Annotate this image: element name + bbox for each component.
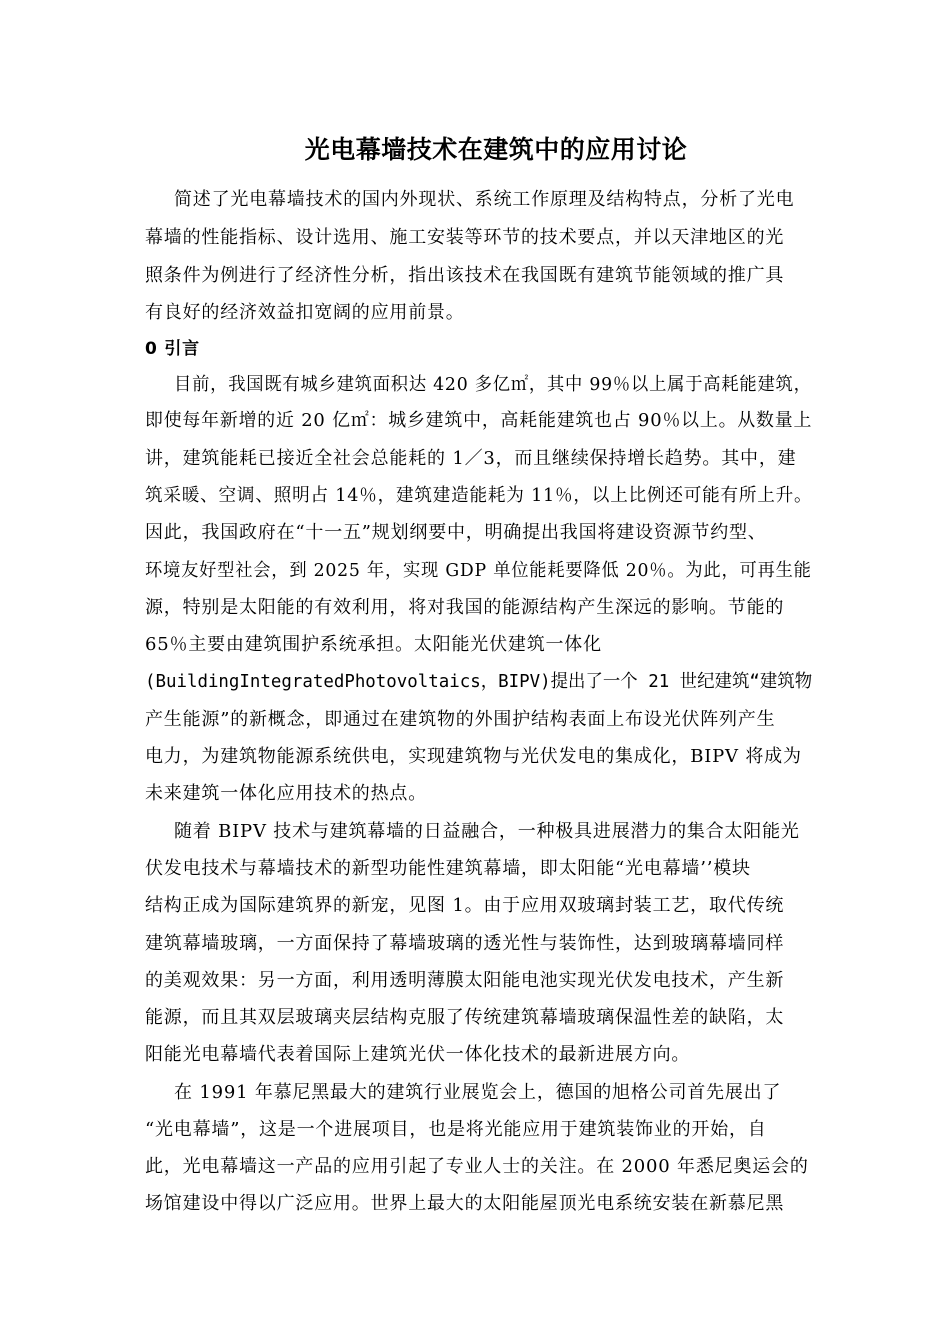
paragraph-line: 随着 BIPV 技术与建筑幕墙的日益融合，一种极具进展潜力的集合太阳能光 (174, 821, 800, 842)
paragraph-line: (BuildingIntegratedPhotovoltaics，BIPV)提出了一个 21 世纪建筑“建筑物 (145, 671, 813, 692)
paragraph-line: 电力，为建筑物能源系统供电，实现建筑物与光伏发电的集成化，BIPV 将成为 (145, 746, 802, 767)
paragraph-line: 因此，我国政府在“十一五”规划纲要中，明确提出我国将建设资源节约型、 (145, 522, 767, 543)
paragraph-line: 伏发电技术与幕墙技术的新型功能性建筑幕墙，即太阳能“光电幕墙’’模块 (145, 858, 751, 879)
paragraph-line: 结构正成为国际建筑界的新宠，见图 1。由于应用双玻璃封装工艺，取代传统 (145, 895, 785, 916)
paragraph-line: 能源，而且其双层玻璃夹层结构克服了传统建筑幕墙玻璃保温性差的缺陷，太 (145, 1007, 785, 1028)
paragraph-line: 阳能光电幕墙代表着国际上建筑光伏一体化技术的最新进展方向。 (145, 1044, 691, 1065)
paragraph-line: 未来建筑一体化应用技术的热点。 (145, 783, 427, 804)
paragraph-line: 的美观效果：另一方面，利用透明薄膜太阳能电池实现光伏发电技术，产生新 (145, 970, 785, 991)
paragraph-line: 场馆建设中得以广泛应用。世界上最大的太阳能屋顶光电系统安装在新慕尼黑 (145, 1193, 785, 1214)
paragraph-line: 讲，建筑能耗已接近全社会总能耗的 1／3，而且继续保持增长趋势。其中，建 (145, 448, 797, 469)
paragraph-line: 环境友好型社会，到 2025 年，实现 GDP 单位能耗要降低 20％。为此，可再生能 (145, 560, 812, 581)
abstract-line: 照条件为例进行了经济性分析，指出该技术在我国既有建筑节能领域的推广具 (145, 265, 785, 286)
paragraph-line: “光电幕墙”，这是一个进展项目，也是将光能应用于建筑装饰业的开始，自 (145, 1119, 767, 1140)
paragraph-line: 此，光电幕墙这一产品的应用引起了专业人士的关注。在 2000 年悉尼奥运会的 (145, 1156, 809, 1177)
paragraph-line: 产生能源”的新概念，即通过在建筑物的外围护结构表面上布设光伏阵列产生 (145, 709, 776, 730)
paragraph-line: 源，特别是太阳能的有效利用，将对我国的能源结构产生深远的影响。节能的 (145, 597, 785, 618)
section-heading: 0 引言 (145, 339, 200, 359)
abstract-line: 简述了光电幕墙技术的国内外现状、系统工作原理及结构特点，分析了光电 (174, 189, 795, 210)
abstract-line: 有良好的经济效益扣宽阔的应用前景。 (145, 302, 465, 323)
paragraph-line: 建筑幕墙玻璃，一方面保持了幕墙玻璃的透光性与装饰性，达到玻璃幕墙同样 (145, 933, 785, 954)
paragraph-line: 即使每年新增的近 20 亿㎡：城乡建筑中，高耗能建筑也占 90％以上。从数量上 (145, 410, 813, 431)
paragraph-line: 65％主要由建筑围护系统承担。太阳能光伏建筑一体化 (145, 634, 602, 655)
paragraph-line: 目前，我国既有城乡建筑面积达 420 多亿㎡，其中 99％以上属于高耗能建筑， (174, 374, 812, 395)
paragraph-line: 筑采暖、空调、照明占 14％，建筑建造能耗为 11％，以上比例还可能有所上升。 (145, 485, 813, 506)
abstract-line: 幕墙的性能指标、设计选用、施工安装等环节的技术要点，并以天津地区的光 (145, 227, 785, 248)
paragraph-line: 在 1991 年慕尼黑最大的建筑行业展览会上，德国的旭格公司首先展出了 (174, 1082, 782, 1103)
document-title: 光电幕墙技术在建筑中的应用讨论 (304, 135, 688, 164)
